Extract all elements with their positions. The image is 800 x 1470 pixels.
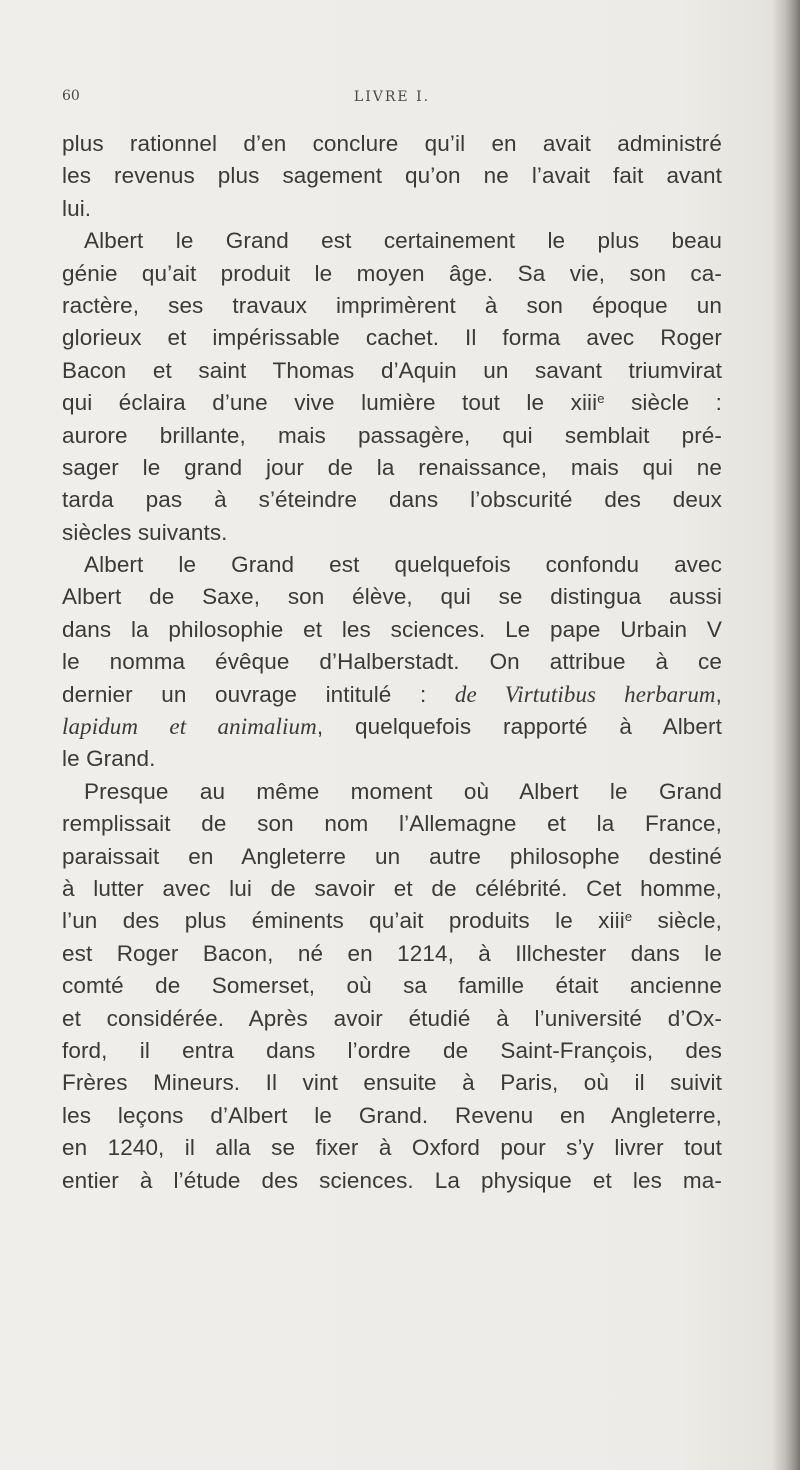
text-line: aurore brillante, mais passagère, qui semblait pré- [62, 422, 722, 448]
text-line: génie qu’ait produit le moyen âge. Sa vie, son ca- [62, 260, 722, 286]
text-line: dans la philosophie et les sciences. Le pape Urbain V [62, 616, 722, 642]
century-superscript: e [624, 909, 633, 925]
text-line: Frères Mineurs. Il vint ensuite à Paris, où il suivit [62, 1070, 722, 1096]
body-text [62, 128, 722, 1197]
century-superscript: e [597, 391, 605, 407]
text-line: sager le grand jour de la renaissance, mais qui ne [62, 454, 722, 480]
text-line: ractère, ses travaux imprimèrent à son époque un [62, 292, 722, 318]
text-line-century [62, 905, 722, 937]
text-segment: l’un des plus éminents qu’ait produits le [62, 908, 599, 934]
latin-title-part1: de Virtutibus herbarum [454, 681, 716, 707]
page-binding-shadow [772, 0, 800, 1470]
text-line: Presque au même moment où Albert le Grand [84, 778, 722, 804]
text-line: est Roger Bacon, né en 1214, à Illchester dans le [62, 940, 722, 966]
text-line: siècles suivants. [62, 519, 228, 545]
text-segment: , [715, 681, 722, 707]
page-header [62, 88, 722, 114]
century-numeral: xiii [598, 908, 625, 934]
text-line-title [62, 711, 722, 743]
text-line: et considérée. Après avoir étudié à l’université d’Ox- [62, 1005, 722, 1031]
latin-title-part2: lapidum et animalium [62, 714, 317, 740]
text-line: tarda pas à s’éteindre dans l’obscurité des deux [62, 487, 722, 513]
text-line: à lutter avec lui de savoir et de célébrité. Cet homme, [62, 875, 722, 901]
text-segment: , quelquefois rapporté à Albert [316, 714, 722, 740]
text-segment: dernier un ouvrage intitulé : [62, 681, 455, 707]
text-line: ford, il entra dans l’ordre de Saint-François, des [62, 1037, 722, 1063]
text-line: entier à l’étude des sciences. La physique et les ma- [62, 1167, 722, 1193]
text-segment: qui éclaira d’une vive lumière tout le [62, 390, 571, 416]
text-line-title [62, 679, 722, 711]
text-line: plus rationnel d’en conclure qu’il en avait administré [62, 131, 722, 156]
text-segment: siècle, [632, 908, 722, 934]
text-line: Bacon et saint Thomas d’Aquin un savant triumvirat [62, 357, 722, 383]
text-line: paraissait en Angleterre un autre philosophe destiné [62, 843, 722, 869]
text-line: le nomma évêque d’Halberstadt. On attribue à ce [62, 649, 722, 675]
text-line: en 1240, il alla se fixer à Oxford pour s’y livrer tout [62, 1135, 722, 1161]
text-line: Albert le Grand est certainement le plus beau [84, 228, 722, 254]
text-line: remplissait de son nom l’Allemagne et la France, [62, 811, 722, 837]
text-line: glorieux et impérissable cachet. Il forma avec Roger [62, 325, 722, 351]
text-line: les revenus plus sagement qu’on ne l’avait fait avant [62, 163, 722, 189]
text-line: le Grand. [62, 746, 156, 772]
running-head: LIVRE I. [353, 89, 431, 105]
text-line: Albert le Grand est quelquefois confondu avec [84, 552, 722, 578]
text-line: lui. [62, 195, 92, 221]
text-line: les leçons d’Albert le Grand. Revenu en Angleterre, [62, 1102, 722, 1128]
page-number: 60 [62, 88, 80, 104]
century-numeral: xiii [570, 390, 598, 416]
text-line-century [62, 387, 722, 419]
text-line: Albert de Saxe, son élève, qui se distingua aussi [62, 584, 722, 610]
text-line: comté de Somerset, où sa famille était ancienne [62, 973, 722, 999]
text-segment: siècle : [604, 390, 722, 416]
